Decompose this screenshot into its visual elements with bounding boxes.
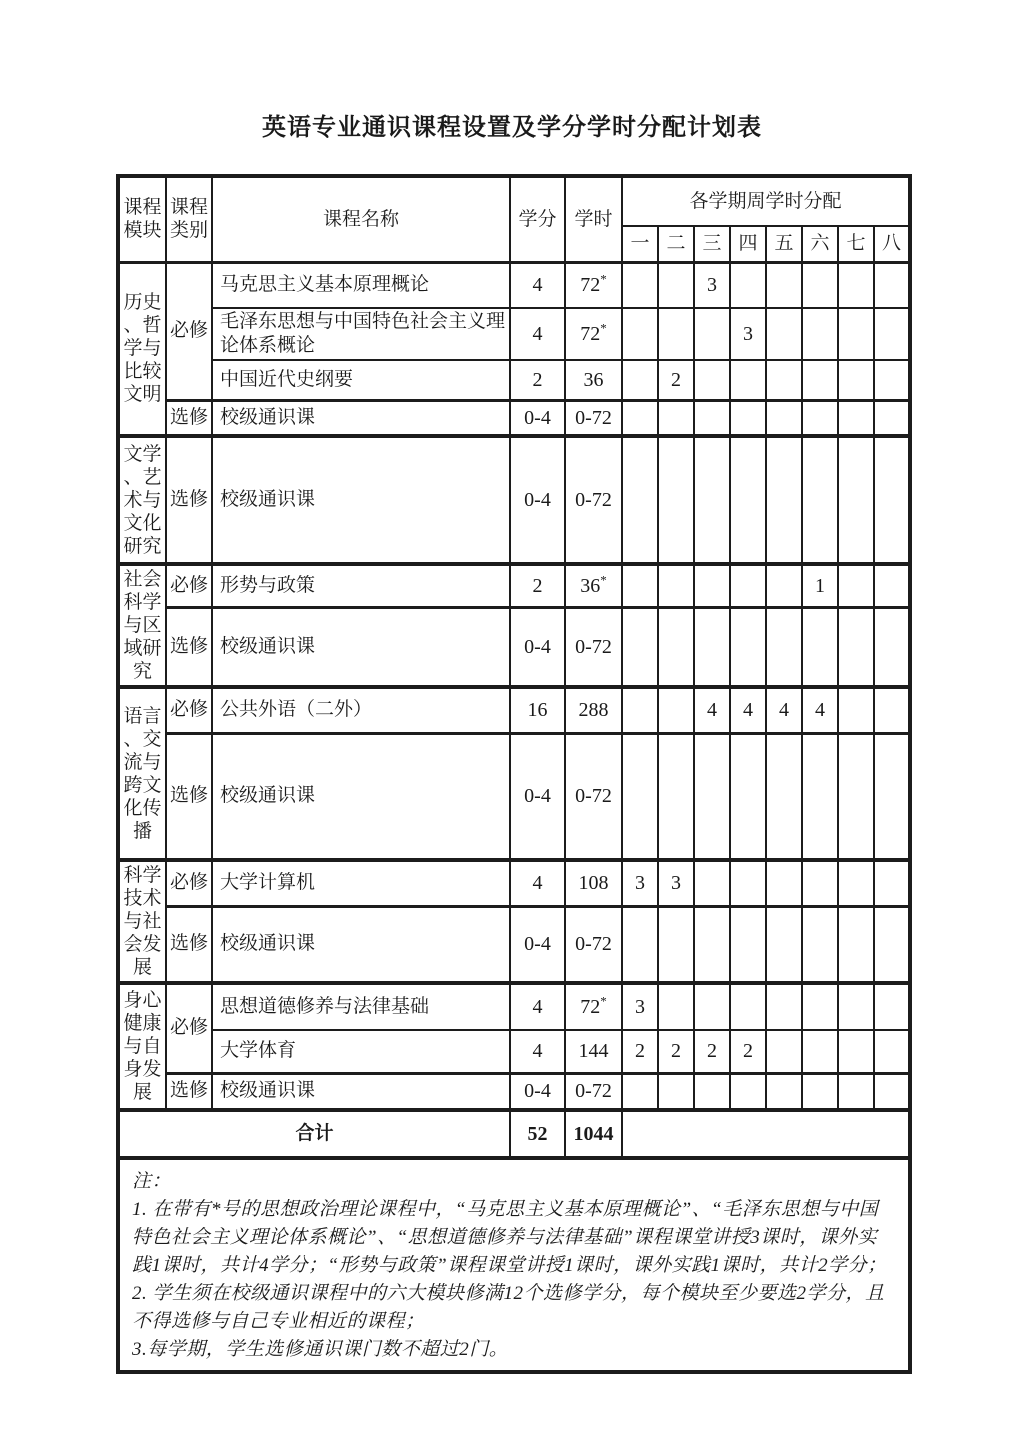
- credits-cell: 0-4: [510, 1073, 565, 1110]
- module-cell: 历史、哲学与比较文明: [118, 262, 166, 436]
- semester-cell: [622, 906, 658, 983]
- semester-cell: 2: [694, 1030, 730, 1073]
- semester-cell: [694, 906, 730, 983]
- hours-value: 0-72: [575, 406, 612, 429]
- semester-cell: [802, 308, 838, 360]
- semester-cell: [802, 906, 838, 983]
- hours-cell: [565, 607, 622, 687]
- course-cell: 校级通识课: [212, 1073, 510, 1110]
- asterisk: *: [600, 993, 607, 1009]
- table-row: [118, 308, 910, 360]
- hours-cell: [565, 860, 622, 906]
- total-label-cell: 合计: [118, 1110, 510, 1158]
- semester-cell: [802, 860, 838, 906]
- asterisk: *: [600, 572, 607, 588]
- semester-cell: [622, 1073, 658, 1110]
- course-cell: 校级通识课: [212, 607, 510, 687]
- semester-cell: [658, 436, 694, 564]
- semester-cell: [802, 262, 838, 308]
- hours-cell: [565, 687, 622, 733]
- hours-cell: [565, 308, 622, 360]
- category-cell: 选修: [166, 1073, 212, 1110]
- semester-cell: [874, 1030, 910, 1073]
- semester-cell: 4: [766, 687, 802, 733]
- course-cell: 中国近代史纲要: [212, 360, 510, 400]
- semester-cell: [766, 436, 802, 564]
- hours-cell: [565, 1073, 622, 1110]
- semester-cell: [802, 1030, 838, 1073]
- course-cell: 校级通识课: [212, 906, 510, 983]
- hours-cell: [565, 400, 622, 436]
- semester-cell: 2: [658, 1030, 694, 1073]
- credits-cell: 2: [510, 360, 565, 400]
- semester-cell: [622, 262, 658, 308]
- semester-cell: [730, 436, 766, 564]
- semester-cell: 3: [730, 308, 766, 360]
- credits-cell: 0-4: [510, 906, 565, 983]
- header-category: 课程类别: [166, 176, 212, 262]
- asterisk: *: [600, 271, 607, 287]
- category-cell: 选修: [166, 436, 212, 564]
- notes-block: [132, 1168, 894, 1364]
- semester-cell: [730, 262, 766, 308]
- semester-cell: [838, 860, 874, 906]
- semester-cell: [766, 906, 802, 983]
- semester-cell: [838, 360, 874, 400]
- semester-cell: [730, 360, 766, 400]
- header-hours: 学时: [565, 176, 622, 262]
- semester-cell: [730, 983, 766, 1030]
- notes-label: 注：: [132, 1171, 172, 1192]
- credits-cell: 0-4: [510, 436, 565, 564]
- category-cell: 必修: [166, 564, 212, 607]
- semester-cell: [766, 262, 802, 308]
- credits-cell: 16: [510, 687, 565, 733]
- table-row: [118, 1030, 910, 1073]
- hours-cell: [565, 1030, 622, 1073]
- module-cell: 语言、交流与跨文化传播: [118, 687, 166, 860]
- hours-cell: [565, 906, 622, 983]
- credits-cell: 4: [510, 983, 565, 1030]
- semester-cell: [730, 400, 766, 436]
- course-cell: 校级通识课: [212, 733, 510, 860]
- table-row: [118, 687, 910, 733]
- total-empty-cell: [622, 1110, 910, 1158]
- semester-cell: [838, 262, 874, 308]
- hours-cell: [565, 436, 622, 564]
- semester-cell: [766, 1073, 802, 1110]
- course-plan-table: [116, 174, 912, 1374]
- semester-cell: [694, 983, 730, 1030]
- note-item-2: 2. 学生须在校级通识课程中的六大模块修满12个选修学分，每个模块至少要选2学分，且不得选修与自己专业相近的课程；: [132, 1283, 885, 1332]
- semester-cell: [658, 1073, 694, 1110]
- semester-cell: [874, 607, 910, 687]
- table-row: [118, 262, 910, 308]
- semester-cell: [802, 400, 838, 436]
- semester-cell: [874, 360, 910, 400]
- total-credits-cell: 52: [510, 1110, 565, 1158]
- semester-cell: 2: [730, 1030, 766, 1073]
- hours-value: 0-72: [575, 489, 612, 511]
- category-cell: 必修: [166, 687, 212, 733]
- semester-cell: [622, 607, 658, 687]
- semester-cell: [658, 906, 694, 983]
- module-cell: 身心健康与自身发展: [118, 983, 166, 1110]
- semester-cell: [622, 687, 658, 733]
- header-semester-4: 四: [730, 226, 766, 262]
- semester-cell: [838, 564, 874, 607]
- semester-cell: [766, 733, 802, 860]
- hours-cell: [565, 564, 622, 607]
- semester-cell: [874, 436, 910, 564]
- semester-cell: [766, 308, 802, 360]
- credits-cell: 0-4: [510, 733, 565, 860]
- hours-cell: [565, 733, 622, 860]
- header-semester-8: 八: [874, 226, 910, 262]
- semester-cell: [766, 360, 802, 400]
- header-semester-5: 五: [766, 226, 802, 262]
- semester-cell: [802, 733, 838, 860]
- table-row: [118, 360, 910, 400]
- semester-cell: 3: [694, 262, 730, 308]
- semester-cell: [694, 400, 730, 436]
- header-semester-6: 六: [802, 226, 838, 262]
- category-cell: 必修: [166, 262, 212, 400]
- header-course-name: 课程名称: [212, 176, 510, 262]
- hours-value: 0-72: [575, 933, 612, 956]
- table-row: [118, 906, 910, 983]
- semester-cell: 3: [622, 983, 658, 1030]
- semester-cell: [622, 564, 658, 607]
- semester-cell: [802, 360, 838, 400]
- semester-cell: [766, 607, 802, 687]
- semester-cell: [874, 400, 910, 436]
- credits-cell: 4: [510, 860, 565, 906]
- semester-cell: [730, 1073, 766, 1110]
- semester-cell: [874, 564, 910, 607]
- semester-cell: [694, 607, 730, 687]
- hours-cell: [565, 983, 622, 1030]
- semester-cell: [730, 607, 766, 687]
- credits-cell: 0-4: [510, 400, 565, 436]
- semester-cell: [838, 436, 874, 564]
- semester-cell: [658, 983, 694, 1030]
- course-cell: 公共外语（二外）: [212, 687, 510, 733]
- hours-value: 0-72: [575, 1080, 612, 1103]
- notes-cell: [118, 1158, 910, 1372]
- semester-cell: [622, 436, 658, 564]
- credits-cell: 4: [510, 308, 565, 360]
- semester-cell: [874, 1073, 910, 1110]
- table-row: [118, 400, 910, 436]
- course-cell: 马克思主义基本原理概论: [212, 262, 510, 308]
- semester-cell: [622, 360, 658, 400]
- semester-cell: [874, 906, 910, 983]
- credits-cell: 0-4: [510, 607, 565, 687]
- semester-cell: 3: [622, 860, 658, 906]
- header-semester-7: 七: [838, 226, 874, 262]
- module-cell: 社会科学与区域研究: [118, 564, 166, 687]
- semester-cell: [802, 983, 838, 1030]
- semester-cell: [694, 1073, 730, 1110]
- semester-cell: [766, 400, 802, 436]
- category-cell: 必修: [166, 860, 212, 906]
- module-cell: 文学、艺术与文化研究: [118, 436, 166, 564]
- credits-cell: 2: [510, 564, 565, 607]
- hours-value: 72: [580, 996, 601, 1018]
- semester-cell: [838, 687, 874, 733]
- semester-cell: 2: [658, 360, 694, 400]
- semester-cell: [838, 983, 874, 1030]
- asterisk: *: [600, 320, 607, 336]
- semester-cell: [658, 733, 694, 860]
- semester-cell: [622, 733, 658, 860]
- header-semester-group: 各学期周学时分配: [622, 176, 910, 226]
- course-cell: 大学体育: [212, 1030, 510, 1073]
- semester-cell: [730, 906, 766, 983]
- course-cell: 校级通识课: [212, 436, 510, 564]
- semester-cell: [730, 733, 766, 860]
- semester-cell: [838, 1030, 874, 1073]
- category-cell: 必修: [166, 983, 212, 1073]
- header-semester-1: 一: [622, 226, 658, 262]
- header-row-1: [118, 176, 910, 226]
- semester-cell: [838, 906, 874, 983]
- semester-cell: [874, 262, 910, 308]
- semester-cell: [694, 564, 730, 607]
- semester-cell: 4: [694, 687, 730, 733]
- total-row: [118, 1110, 910, 1158]
- semester-cell: [658, 607, 694, 687]
- header-semester-2: 二: [658, 226, 694, 262]
- semester-cell: [622, 308, 658, 360]
- semester-cell: [730, 564, 766, 607]
- header-module: 课程模块: [118, 176, 166, 262]
- semester-cell: [838, 607, 874, 687]
- table-row: [118, 1073, 910, 1110]
- semester-cell: [694, 436, 730, 564]
- semester-cell: [838, 308, 874, 360]
- total-hours-cell: 1044: [565, 1110, 622, 1158]
- semester-cell: [658, 687, 694, 733]
- semester-cell: [694, 308, 730, 360]
- hours-value: 36: [580, 574, 601, 597]
- header-credits: 学分: [510, 176, 565, 262]
- course-cell: 校级通识课: [212, 400, 510, 436]
- semester-cell: [766, 1030, 802, 1073]
- semester-cell: [658, 400, 694, 436]
- hours-value: 108: [578, 872, 609, 895]
- semester-cell: [658, 564, 694, 607]
- course-cell: 毛泽东思想与中国特色社会主义理论体系概论: [212, 308, 510, 360]
- semester-cell: 1: [802, 564, 838, 607]
- hours-value: 288: [578, 699, 609, 722]
- semester-cell: [802, 607, 838, 687]
- semester-cell: [766, 983, 802, 1030]
- semester-cell: [874, 860, 910, 906]
- course-cell: 思想道德修养与法律基础: [212, 983, 510, 1030]
- hours-cell: [565, 262, 622, 308]
- notes-row: [118, 1158, 910, 1372]
- table-row: [118, 564, 910, 607]
- hours-cell: [565, 360, 622, 400]
- category-cell: 选修: [166, 400, 212, 436]
- table-row: [118, 733, 910, 860]
- hours-value: 0-72: [575, 785, 612, 808]
- category-cell: 选修: [166, 906, 212, 983]
- semester-cell: [622, 400, 658, 436]
- semester-cell: 3: [658, 860, 694, 906]
- semester-cell: [658, 308, 694, 360]
- table-row: [118, 860, 910, 906]
- credits-cell: 4: [510, 262, 565, 308]
- course-cell: 大学计算机: [212, 860, 510, 906]
- semester-cell: 2: [622, 1030, 658, 1073]
- hours-value: 144: [578, 1040, 609, 1063]
- header-semester-3: 三: [694, 226, 730, 262]
- semester-cell: [658, 262, 694, 308]
- semester-cell: [874, 733, 910, 860]
- credits-cell: 4: [510, 1030, 565, 1073]
- course-cell: 形势与政策: [212, 564, 510, 607]
- semester-cell: [766, 564, 802, 607]
- semester-cell: 4: [802, 687, 838, 733]
- note-item-3: 3.每学期，学生选修通识课门数不超过2门。: [132, 1339, 509, 1360]
- semester-cell: [874, 687, 910, 733]
- semester-cell: [838, 1073, 874, 1110]
- category-cell: 选修: [166, 607, 212, 687]
- table-row: [118, 436, 910, 564]
- semester-cell: [730, 860, 766, 906]
- semester-cell: [766, 860, 802, 906]
- semester-cell: [838, 733, 874, 860]
- hours-value: 72: [580, 323, 601, 345]
- semester-cell: [802, 1073, 838, 1110]
- hours-value: 0-72: [575, 635, 612, 658]
- semester-cell: [694, 360, 730, 400]
- hours-value: 72: [580, 274, 601, 297]
- semester-cell: [838, 400, 874, 436]
- table-row: [118, 607, 910, 687]
- module-cell: 科学技术与社会发展: [118, 860, 166, 983]
- category-cell: 选修: [166, 733, 212, 860]
- semester-cell: [694, 733, 730, 860]
- note-item-1: 1. 在带有*号的思想政治理论课程中，“马克思主义基本原理概论”、“毛泽东思想与中国特色社会主义理论体系概论”、“思想道德修养与法律基础”课程课堂讲授3课时，课外实践1课时，共计4学分；“形势与政策”课程课堂讲授1课时，课外实践1课时，共计2学分；: [132, 1199, 887, 1276]
- semester-cell: [802, 436, 838, 564]
- semester-cell: [874, 308, 910, 360]
- semester-cell: [694, 860, 730, 906]
- semester-cell: 4: [730, 687, 766, 733]
- table-row: [118, 983, 910, 1030]
- semester-cell: [874, 983, 910, 1030]
- hours-value: 36: [583, 368, 604, 391]
- page-title: 英语专业通识课程设置及学分学时分配计划表: [262, 114, 762, 141]
